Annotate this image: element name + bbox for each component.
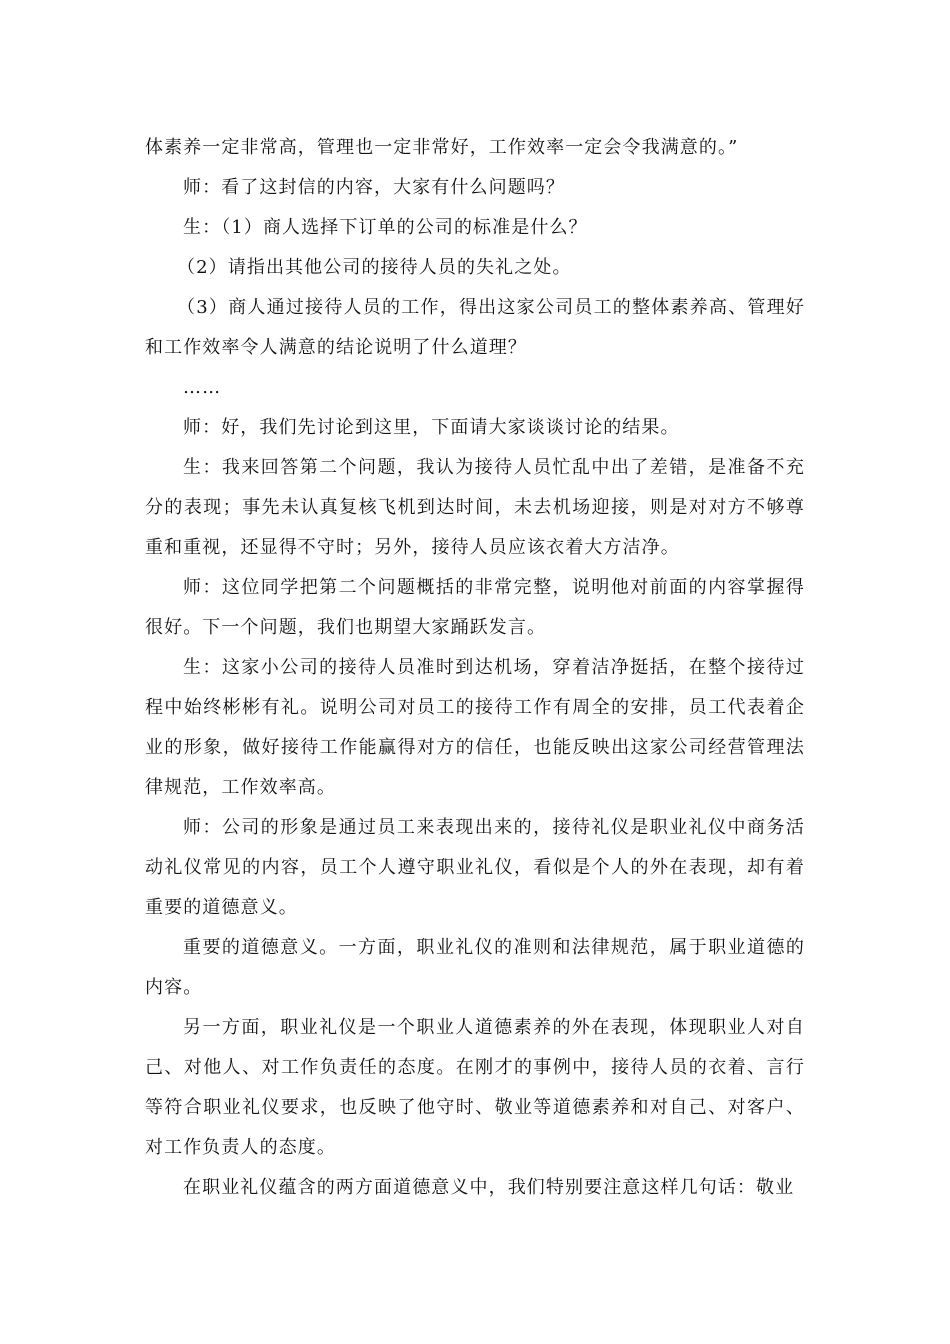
paragraph-ellipsis: …… <box>183 377 222 398</box>
paragraph-question-2: （2）请指出其他公司的接待人员的失礼之处。 <box>177 257 572 278</box>
paragraph-question-3: （3）商人通过接待人员的工作，得出这家公司员工的整体素养高、管理好和工作效率令人满意的结论说明了什么道理？ <box>145 297 805 358</box>
paragraph-teacher-comment: 师：这位同学把第二个问题概括的非常完整，说明他对前面的内容掌握得很好。下一个问题，我们也期望大家踊跃发言。 <box>145 577 805 638</box>
paragraph-final: 在职业礼仪蕴含的两方面道德意义中，我们特别要注意这样几句话：敬业 <box>183 1177 795 1198</box>
paragraph-student-answer-2: 生：我来回答第二个问题，我认为接待人员忙乱中出了差错，是准备不充分的表现；事先未认真复核飞机到达时间，未去机场迎接，则是对对方不够尊重和重视，还显得不守时；另外，接待人员应该衣着大方洁净。 <box>145 457 805 558</box>
paragraph-teacher-discussion: 师：好，我们先讨论到这里，下面请大家谈谈讨论的结果。 <box>183 417 680 438</box>
document-body <box>145 128 805 1208</box>
paragraph-student-answer-3: 生：这家小公司的接待人员准时到达机场，穿着洁净挺括，在整个接待过程中始终彬彬有礼。说明公司对员工的接待工作有周全的安排，员工代表着企业的形象，做好接待工作能赢得对方的信任，也能反映出这家公司经营管理法律规范，工作效率高。 <box>145 657 805 798</box>
paragraph-student-question-1: 生：（1）商人选择下订单的公司的标准是什么？ <box>183 217 588 238</box>
paragraph-letter-ending: 体素养一定非常高，管理也一定非常好，工作效率一定会令我满意的。” <box>145 137 739 158</box>
paragraph-moral-meaning-2: 另一方面，职业礼仪是一个职业人道德素养的外在表现，体现职业人对自己、对他人、对工作负责任的态度。在刚才的事例中，接待人员的衣着、言行等符合职业礼仪要求，也反映了他守时、敬业等道德素养和对自己、对客户、对工作负责人的态度。 <box>145 1017 805 1158</box>
paragraph-moral-meaning-1: 重要的道德意义。一方面，职业礼仪的准则和法律规范，属于职业道德的内容。 <box>145 937 805 998</box>
paragraph-teacher-question: 师：看了这封信的内容，大家有什么问题吗？ <box>183 177 565 198</box>
paragraph-teacher-summary: 师：公司的形象是通过员工来表现出来的，接待礼仪是职业礼仪中商务活动礼仪常见的内容，员工个人遵守职业礼仪，看似是个人的外在表现，却有着重要的道德意义。 <box>145 817 805 918</box>
